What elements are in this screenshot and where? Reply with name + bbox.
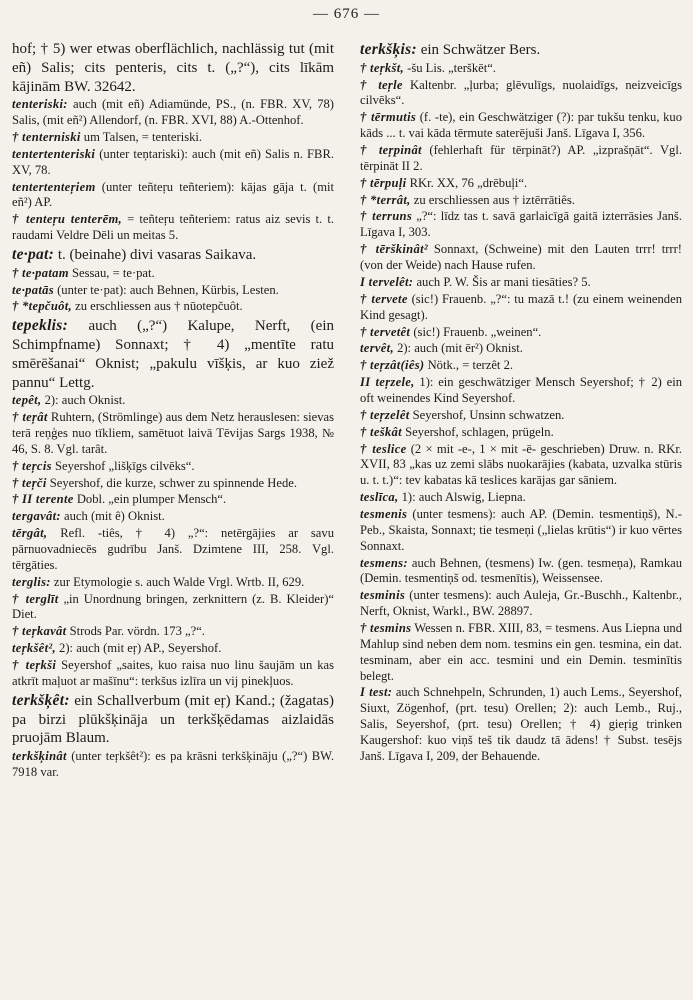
entry-headword: terkšķis:	[360, 41, 417, 58]
entry-headword: † teŗât	[12, 410, 48, 425]
entry-headword: tesminis	[360, 588, 406, 603]
entry-text: 2): auch Oknist.	[41, 393, 126, 408]
dictionary-entry	[12, 749, 334, 781]
entry-text: Strods Par. vördn. 173 „?“.	[66, 624, 205, 639]
entry-headword: † tērpuļi	[360, 175, 407, 190]
entry-headword: † tervetêt	[360, 324, 411, 339]
entry-headword: † tenterniski	[12, 129, 81, 144]
dictionary-entry	[12, 691, 334, 748]
entry-text: Kaltenbr. „ļurba; glēvulīgs, nuolaidīgs, neizveicīgs cilvēks“.	[360, 77, 682, 108]
entry-text: (sic!) Frauenb. „?“: tu mazā t.! (zu einem weinenden Kind gesagt).	[360, 291, 682, 322]
entry-text: zur Etymologie s. auch Walde Vrgl. Wrtb. II, 629.	[50, 574, 305, 589]
dictionary-entry	[12, 180, 334, 212]
dictionary-entry	[360, 358, 682, 374]
entry-headword: teslīca,	[360, 490, 399, 505]
dictionary-entry	[12, 316, 334, 392]
entry-headword: teŗkšêt²,	[12, 641, 56, 656]
entry-text: Seyershof, die kurze, schwer zu spinnende Hede.	[46, 475, 298, 490]
entry-text: Refl. -tiês, † 4) „?“: netērgājies ar savu pārnuovadniecēs gudrību Janš. Dzimtene III, 258. Vgl. tērgāties.	[12, 526, 334, 572]
entry-text: (unter te·pat): auch Behnen, Kürbis, Lesten.	[53, 282, 279, 297]
dictionary-entry	[12, 283, 334, 299]
dictionary-entry	[360, 275, 682, 291]
entry-text: Sonnaxt, (Schweine) mit den Lauten trrr! trrr! (von der Weide) nach Hause rufen.	[360, 242, 682, 273]
dictionary-entry	[360, 176, 682, 192]
entry-headword: † teslice	[360, 441, 407, 456]
dictionary-entry	[12, 492, 334, 508]
dictionary-entry	[360, 78, 682, 110]
entry-text: (fehlerhaft für tērpināt?) AP. „izprašņāt“. Vgl. tērpināt II 2.	[360, 143, 682, 173]
entry-text: „in Unordnung bringen, zerknittern (z. B. Kleider)“ Diet.	[12, 591, 334, 622]
entry-headword: terkšķinât	[12, 749, 67, 764]
entry-headword: tergavât:	[12, 509, 61, 524]
dictionary-entry	[12, 245, 334, 265]
dictionary-entry	[12, 299, 334, 315]
entry-headword: I test:	[360, 685, 393, 700]
entry-text: auch (mit eñ) Adiamünde, PS., (n. FBR. XV, 78) Salis, (mit eñ²) Allendorf, (n. FBR. XVI, 88) A.-Ottenhof.	[12, 97, 334, 128]
entry-text: (2 × mit -e-, 1 × mit -ē- geschrieben) Druw. n. RKr. XVII, 83 „kas uz zemi slābs nuokarājies (kabata, uzvalka stūris u. t. t.)“: tev kabatas kā teslices karājas gar sāniem.	[360, 441, 682, 488]
entry-text: Nötk., = terzêt 2.	[424, 358, 514, 373]
entry-headword: † teŗpinât	[360, 143, 422, 158]
entry-text: (sic!) Frauenb. „weinen“.	[410, 324, 542, 339]
entry-text: 2): auch (mit ēr²) Oknist.	[393, 341, 523, 356]
entry-headword: † teŗle	[360, 77, 403, 92]
entry-text: 2): auch (mit eŗ) AP., Seyershof.	[55, 641, 222, 656]
entry-headword: † *tepčuôt,	[12, 299, 72, 314]
entry-headword: † tērškinât²	[360, 242, 428, 257]
dictionary-entry	[360, 325, 682, 341]
left-column	[12, 40, 334, 995]
entry-headword: tērgât,	[12, 526, 48, 541]
dictionary-entry	[12, 624, 334, 640]
dictionary-entry	[12, 592, 334, 624]
entry-text: (unter tesmens): auch Auleja, Gr.-Buschh., Kaltenbr., Nerft, Oknist, Warkl., BW. 28897.	[360, 588, 682, 619]
entry-text: (unter teñteŗu teñteriem): kājas gāja t. (mit eñ²) AP.	[12, 179, 334, 210]
entry-text: ein Schwätzer Bers.	[416, 42, 541, 58]
entry-headword: terkšķêt:	[12, 691, 70, 709]
dictionary-entry	[12, 526, 334, 574]
entry-headword: tesmens:	[360, 555, 408, 570]
entry-text: (unter teŗkšêt²): es pa krāsni terkšķināju („?“) BW. 7918 var.	[12, 749, 334, 779]
entry-text: ein Schallverbum (mit eŗ) Kand.; (žagatas) pa birzi plūkšķināja un terkšķēdamas aizlaidās pruojām Blaum.	[12, 692, 334, 747]
dictionary-entry	[12, 147, 334, 179]
dictionary-entry	[360, 425, 682, 441]
entry-headword: † teškât	[360, 424, 402, 439]
dictionary-entry	[360, 143, 682, 175]
dictionary-entry	[12, 266, 334, 282]
entry-text: Wessen n. FBR. XIII, 83, = tesmens. Aus Liepna und Mahlup sind neben dem nom. tesmins ein gen. tesmina, ein dat. tesminam, aber ein acc. tesmini und ein Demin. tesminītis belegt.	[360, 620, 682, 683]
entry-text: auch Behnen, (tesmens) Iw. (gen. tesmeņa), Ramkau (Demin. tesmentiņš od. tesmenītis), Weissensee.	[360, 555, 682, 586]
dictionary-entry	[12, 130, 334, 146]
dictionary-entry	[360, 375, 682, 407]
entry-headword: † tesmins	[360, 620, 412, 635]
entry-text: 1): ein geschwätziger Mensch Seyershof; † 2) ein oft weinendes Kind Seyershof.	[360, 375, 682, 405]
entry-text: t. (beinahe) divi vasaras Saikava.	[54, 246, 257, 263]
entry-headword: † II terente	[12, 492, 74, 507]
dictionary-entry	[12, 459, 334, 475]
entry-headword: tesmenis	[360, 506, 408, 521]
entry-text: (f. -te), ein Geschwätziger (?): par tukšu tenku, kuo kāds ... t. vai kāda tērmute saterējuši Janš. Līgava I, 356.	[360, 110, 682, 141]
dictionary-entry	[360, 341, 682, 357]
entry-text: auch („?“) Kalupe, Nerft, (ein Schimpfname) Sonnaxt; † 4) „mentīte ratu smērēšanai“ Oknist; „pakulu vīšķis, ar kuo ziež pannu“ Lettg.	[12, 318, 334, 391]
entry-headword: † terglīt	[12, 591, 59, 606]
entry-headword: tepêt,	[12, 393, 42, 408]
entry-text: um Talsen, = tenteriski.	[80, 129, 203, 144]
entry-headword: terglis:	[12, 574, 51, 589]
dictionary-entry	[360, 621, 682, 684]
entry-headword: tenteriski:	[12, 97, 68, 112]
entry-text: 1): auch Alswig, Liepna.	[398, 490, 526, 505]
dictionary-entry	[360, 507, 682, 555]
dictionary-entry	[12, 97, 334, 129]
entry-text: (unter tesmens): auch AP. (Demin. tesmentiņš), N.-Peb., Skaista, Sonnaxt; tie tesmeņi („lielas krūtis“) ir kuo vērtes Sonnaxt.	[360, 506, 682, 553]
dictionary-entry	[12, 641, 334, 657]
entry-text: = teñteŗu teñteriem: ratus aiz sevis t. t. raudami Veldre Dēli un meitas 5.	[12, 212, 334, 243]
entry-headword: II teŗzele,	[360, 375, 415, 390]
entry-text: Seyershof, schlagen, prügeln.	[401, 424, 554, 439]
entry-headword: † teŗzât(iês)	[360, 358, 425, 373]
entry-headword: † teŗcis	[12, 458, 52, 473]
entry-text: Seyershof „lišķīgs cilvēks“.	[51, 458, 195, 473]
entry-headword: tentertenteŗiem	[12, 179, 96, 194]
dictionary-entry	[360, 40, 682, 60]
dictionary-entry	[360, 193, 682, 209]
entry-text: „?“: līdz tas t. savā garlaicīgā gaitā izterrāsies Janš. Līgava I, 303.	[360, 209, 682, 240]
dictionary-entry	[360, 685, 682, 764]
dictionary-entry	[360, 209, 682, 241]
entry-headword: † te·patam	[12, 265, 69, 280]
entry-headword: te·pat:	[12, 245, 55, 263]
dictionary-entry	[12, 40, 334, 96]
entry-headword: † *terrât,	[360, 192, 411, 207]
dictionary-entry	[12, 410, 334, 458]
dictionary-entry	[360, 292, 682, 324]
dictionary-entry	[360, 61, 682, 77]
entry-text: auch P. W. Šis ar mani tiesāties? 5.	[413, 274, 591, 289]
dictionary-entry	[360, 556, 682, 588]
entry-text: Sessau, = te·pat.	[68, 265, 155, 280]
entry-text: -šu Lis. „terškēt“.	[403, 60, 496, 75]
entry-headword: tentertenteriski	[12, 146, 96, 161]
entry-headword: tepeklis:	[12, 317, 69, 335]
entry-headword: † teŗzelêt	[360, 407, 410, 422]
entry-headword: † teŗkavât	[12, 624, 67, 639]
right-column	[360, 40, 682, 995]
entry-text: RKr. XX, 76 „drēbuļi“.	[406, 175, 528, 190]
entry-headword: † terruns	[360, 209, 413, 224]
entry-headword: te·patās	[12, 282, 54, 297]
dictionary-entry	[360, 242, 682, 274]
page-number: — 676 —	[313, 6, 380, 22]
entry-headword: † tērmutis	[360, 110, 417, 125]
dictionary-entry	[12, 575, 334, 591]
entry-text: Ruhtern, (Strömlinge) aus dem Netz herauslesen: sievas terā reņģes nuo tīkliem, samētuot laivā Tēvijas Sargs 1938, № 46, S. 8. Vgl. tarât.	[12, 410, 334, 456]
dictionary-entry	[360, 408, 682, 424]
dictionary-entry	[360, 442, 682, 490]
entry-headword: † tervete	[360, 291, 408, 306]
entry-text: auch (mit ê) Oknist.	[60, 509, 165, 524]
entry-headword: † tenteŗu tenterēm,	[12, 212, 123, 227]
dictionary-entry	[12, 658, 334, 690]
entry-headword: † teŗkšt,	[360, 60, 404, 75]
entry-text: hof; † 5) wer etwas oberflächlich, nachlässig tut (mit eñ) Salis; cits penteris, cits t. („?“), cits līkām kājinām BW. 32642.	[12, 41, 334, 95]
entry-text: (unter teņtariski): auch (mit eñ) Salis n. FBR. XV, 78.	[12, 146, 334, 177]
entry-headword: I tervelêt:	[360, 274, 414, 289]
dictionary-entry	[12, 393, 334, 409]
dictionary-entry	[12, 212, 334, 244]
entry-text: Seyershof „saites, kuo raisa nuo linu šaujām un kas atkrīt maļuot ar mašīnu“: terkšus izlīra un vij pinekļuos.	[12, 658, 334, 688]
dictionary-entry	[360, 110, 682, 142]
dictionary-entry	[12, 476, 334, 492]
entry-headword: tervêt,	[360, 341, 394, 356]
entry-text: zu erschliessen aus † nūotepčuôt.	[71, 299, 243, 314]
entry-headword: † teŗkši	[12, 658, 57, 673]
entry-headword: † teŗči	[12, 475, 47, 490]
dictionary-entry	[360, 490, 682, 506]
dictionary-entry	[12, 509, 334, 525]
dictionary-entry	[360, 588, 682, 620]
entry-text: Seyershof, Unsinn schwatzen.	[409, 407, 565, 422]
entry-text: Dobl. „ein plumper Mensch“.	[73, 492, 227, 507]
entry-text: auch Schnehpeln, Schrunden, 1) auch Lems., Seyershof, Siuxt, Zögenhof, (prt. tesu) Orellen; 2): auch Lemb., Ruj., Salis, Seyershof, (prt. tesu) Orellen; † 4) gieŗig trinken Kaugershof: kuo viņš teš tik daudz tā ādens! † Subst. tesējs Janš. Līgava I, 209, der Behauende.	[360, 685, 682, 763]
entry-text: zu erschliessen aus † iztērrātiês.	[410, 192, 575, 207]
